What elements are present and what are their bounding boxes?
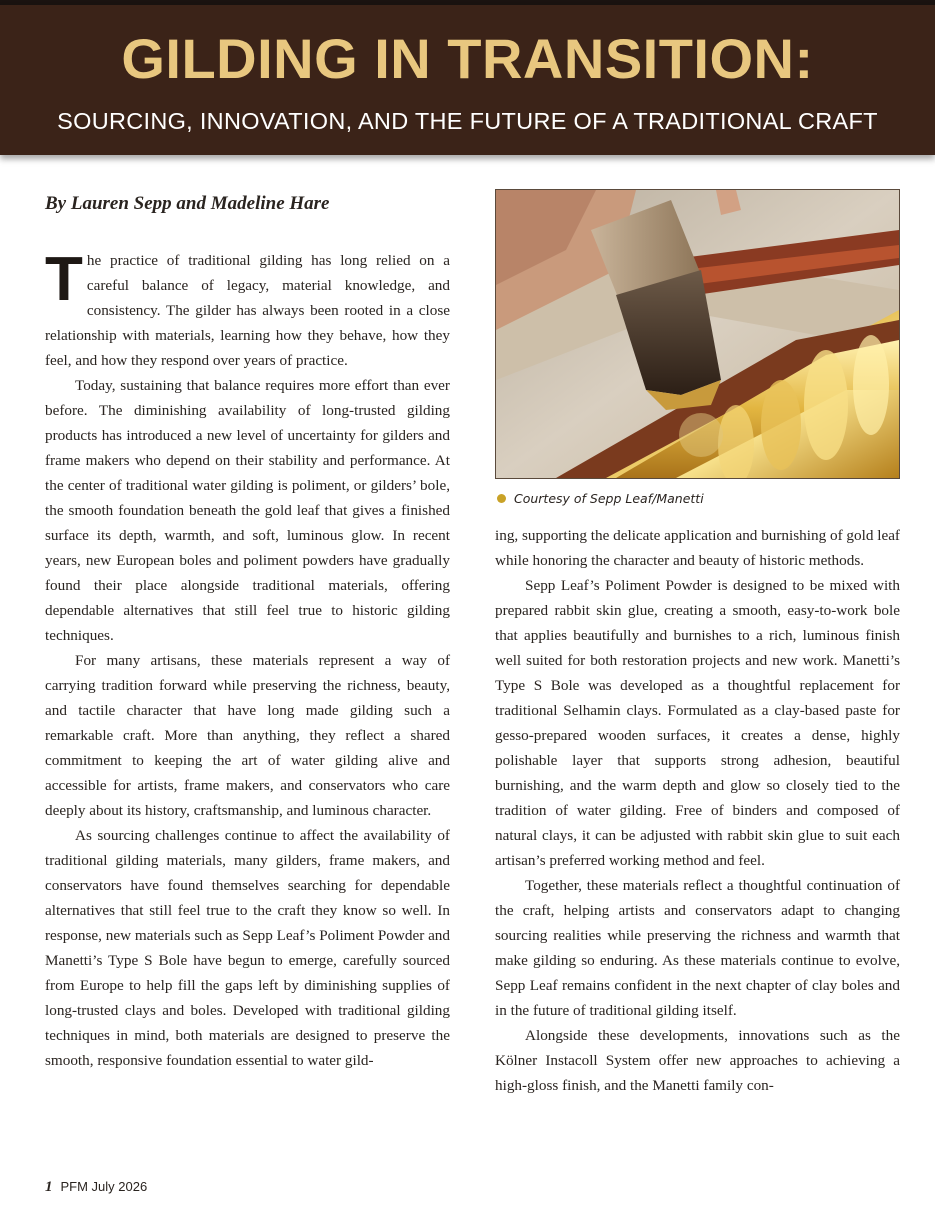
paragraph: For many artisans, these materials represent a way of carrying tradition forward while preserving the richness, beauty, and tactile character that have long made gilding such a remarkable craft. More than anything, they reflect a shared commitment to keeping the art of water gilding alive and accessible for artists, frame makers, and conservators who care deeply about its history, craftsmanship, and luminous character. [45,652,450,819]
page-number: 1 [45,1179,53,1195]
right-column [495,523,900,1098]
gilding-photo [495,189,900,479]
paragraph: Sepp Leaf’s Poliment Powder is designed to be mixed with prepared rabbit skin glue, creating a smooth, easy-to-work bole that applies beautifully and burnishes to a rich, luminous finish well suited for both restoration projects and new work. Manetti’s Type S Bole was developed as a thoughtful replacement for traditional Selhamin clays. Formulated as a clay-based paste for gesso-prepared wooden surfaces, it creates a dense, highly polishable layer that supports strong adhesion, beautiful burnishing, and the warm depth and glow so closely tied to the tradition of water gilding. Free of binders and composed of natural clays, it can be adjusted with rabbit skin glue to suit each artisan’s preferred working method and feel. [495,577,900,869]
photo-caption [497,491,704,506]
header-banner [0,5,935,155]
paragraph: Alongside these developments, innovations such as the Kölner Instacoll System offer new approaches to achieving a high-gloss finish, and the Manetti family con- [495,1027,900,1094]
left-column [45,245,450,1073]
paragraph: Together, these materials reflect a thoughtful continuation of the craft, helping artists and conservators adapt to changing sourcing realities while preserving the richness and warmth that make gilding so enduring. As these materials continue to evolve, Sepp Leaf remains confident in the next chapter of clay boles and in the future of traditional gilding itself. [495,877,900,1019]
paragraph: As sourcing challenges continue to affect the availability of traditional gilding materials, many gilders, frame makers, and conservators have found themselves searching for dependable alternatives that still feel true to the craft they know so well. In response, new materials such as Sepp Leaf’s Poliment Powder and Manetti’s Type S Bole have begun to emerge, carefully sourced from Europe to help fill the gaps left by diminishing supplies of long-trusted clays and boles. Developed with traditional gilding techniques in mind, both materials are designed to preserve the smooth, responsive foundation essential to water gild- [45,827,450,1069]
byline: By Lauren Sepp and Madeline Hare [45,193,330,214]
drop-cap: T [45,245,83,314]
caption-bullet-icon [497,494,506,503]
paragraph: ing, supporting the delicate application and burnishing of gold leaf while honoring the character and beauty of historic methods. [495,527,900,569]
paragraph: The practice of traditional gilding has long relied on a careful balance of legacy, material knowledge, and consistency. The gilder has always been rooted in a close relationship with materials, learning how they behave, how they feel, and how they respond over years of practice. [45,245,450,369]
article-subtitle: SOURCING, INNOVATION, AND THE FUTURE OF A TRADITIONAL CRAFT [57,108,878,134]
page-footer [45,1179,147,1196]
publication-name: PFM July 2026 [60,1179,148,1194]
caption-text: Courtesy of Sepp Leaf/Manetti [514,491,704,506]
paragraph: Today, sustaining that balance requires more effort than ever before. The diminishing availability of long-trusted gilding products has introduced a new level of uncertainty for gilders and frame makers who depend on their stability and performance. At the center of traditional water gilding is poliment, or gilders’ bole, the smooth foundation beneath the gold leaf that gives a finished surface its depth, warmth, and soft, luminous glow. In recent years, new European boles and poliment powders have gradually found their place alongside traditional materials, offering dependable alternatives that still feel true to historic gilding techniques. [45,377,450,644]
article-title: GILDING IN TRANSITION: [121,27,814,90]
